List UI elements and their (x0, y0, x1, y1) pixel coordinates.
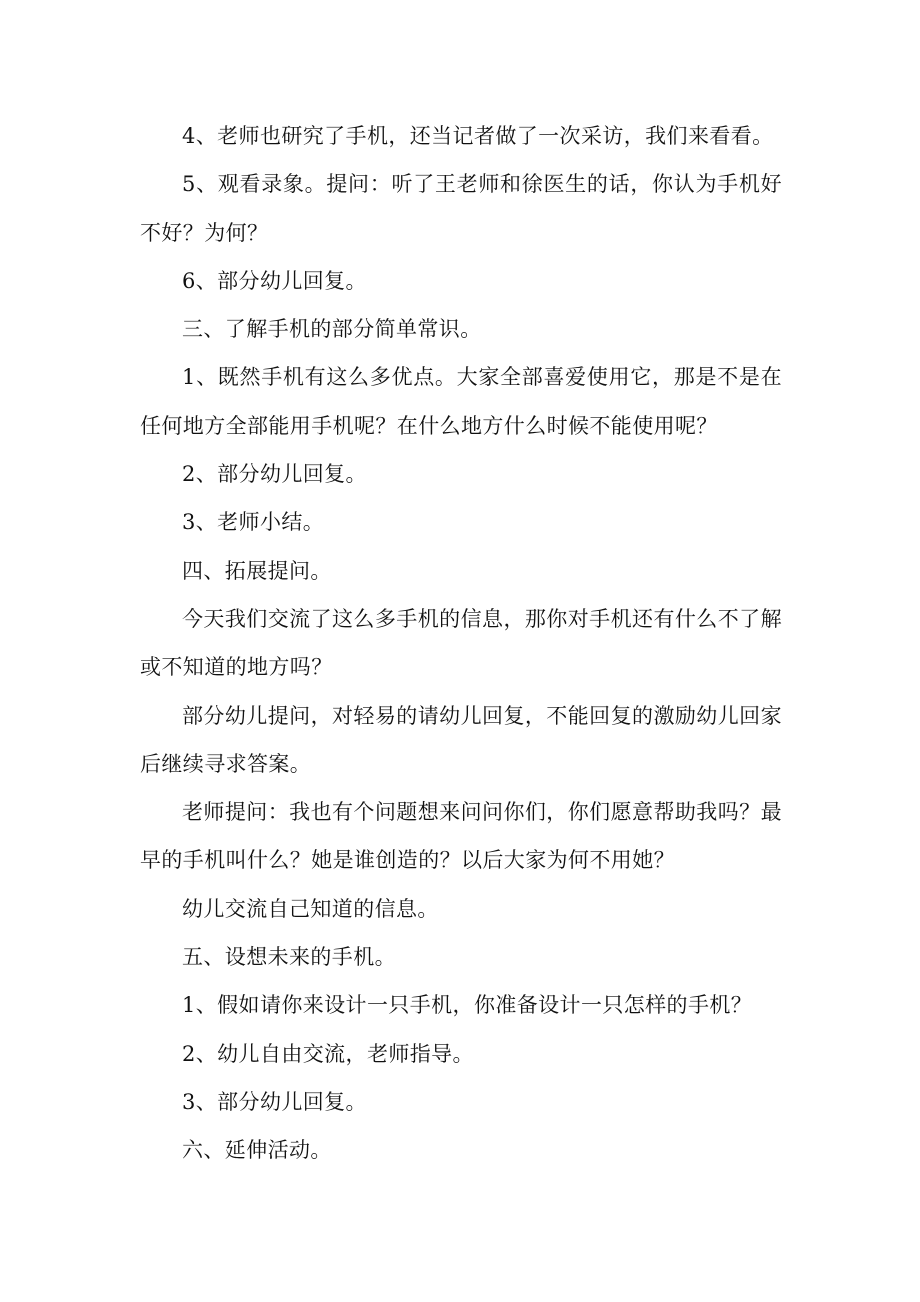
paragraph: 今天我们交流了这么多手机的信息，那你对手机还有什么不了解或不知道的地方吗？ (140, 606, 782, 680)
section-heading: 五、设想未来的手机。 (182, 945, 396, 970)
section-heading: 四、拓展提问。 (182, 558, 332, 583)
paragraph: 部分幼儿提问，对轻易的请幼儿回复，不能回复的激励幼儿回家后继续寻求答案。 (140, 703, 782, 776)
paragraph: 1、假如请你来设计一只手机，你准备设计一只怎样的手机？ (182, 993, 753, 1018)
paragraph: 4、老师也研究了手机，还当记者做了一次采访，我们来看看。 (182, 124, 774, 148)
paragraph: 3、老师小结。 (182, 510, 325, 535)
paragraph: 老师提问：我也有个问题想来问问你们，你们愿意帮助我吗？最早的手机叫什么？她是谁创造的？以后大家为何不用她？ (140, 800, 782, 873)
paragraph: 幼儿交流自己知道的信息。 (182, 896, 439, 921)
document-body (140, 112, 782, 1175)
paragraph: 3、部分幼儿回复。 (182, 1089, 367, 1114)
paragraph: 1、既然手机有这么多优点。大家全部喜爱使用它，那是不是在任何地方全部能用手机呢？在什么地方什么时候不能使用呢？ (140, 365, 782, 438)
section-heading: 六、延伸活动。 (182, 1138, 332, 1163)
paragraph: 2、部分幼儿回复。 (182, 462, 367, 487)
paragraph: 2、幼儿自由交流，老师指导。 (182, 1041, 474, 1066)
paragraph: 5、观看录象。提问：听了王老师和徐医生的话，你认为手机好不好？为何？ (140, 172, 782, 245)
paragraph: 6、部分幼儿回复。 (182, 268, 367, 293)
section-heading: 三、了解手机的部分简单常识。 (182, 317, 482, 342)
